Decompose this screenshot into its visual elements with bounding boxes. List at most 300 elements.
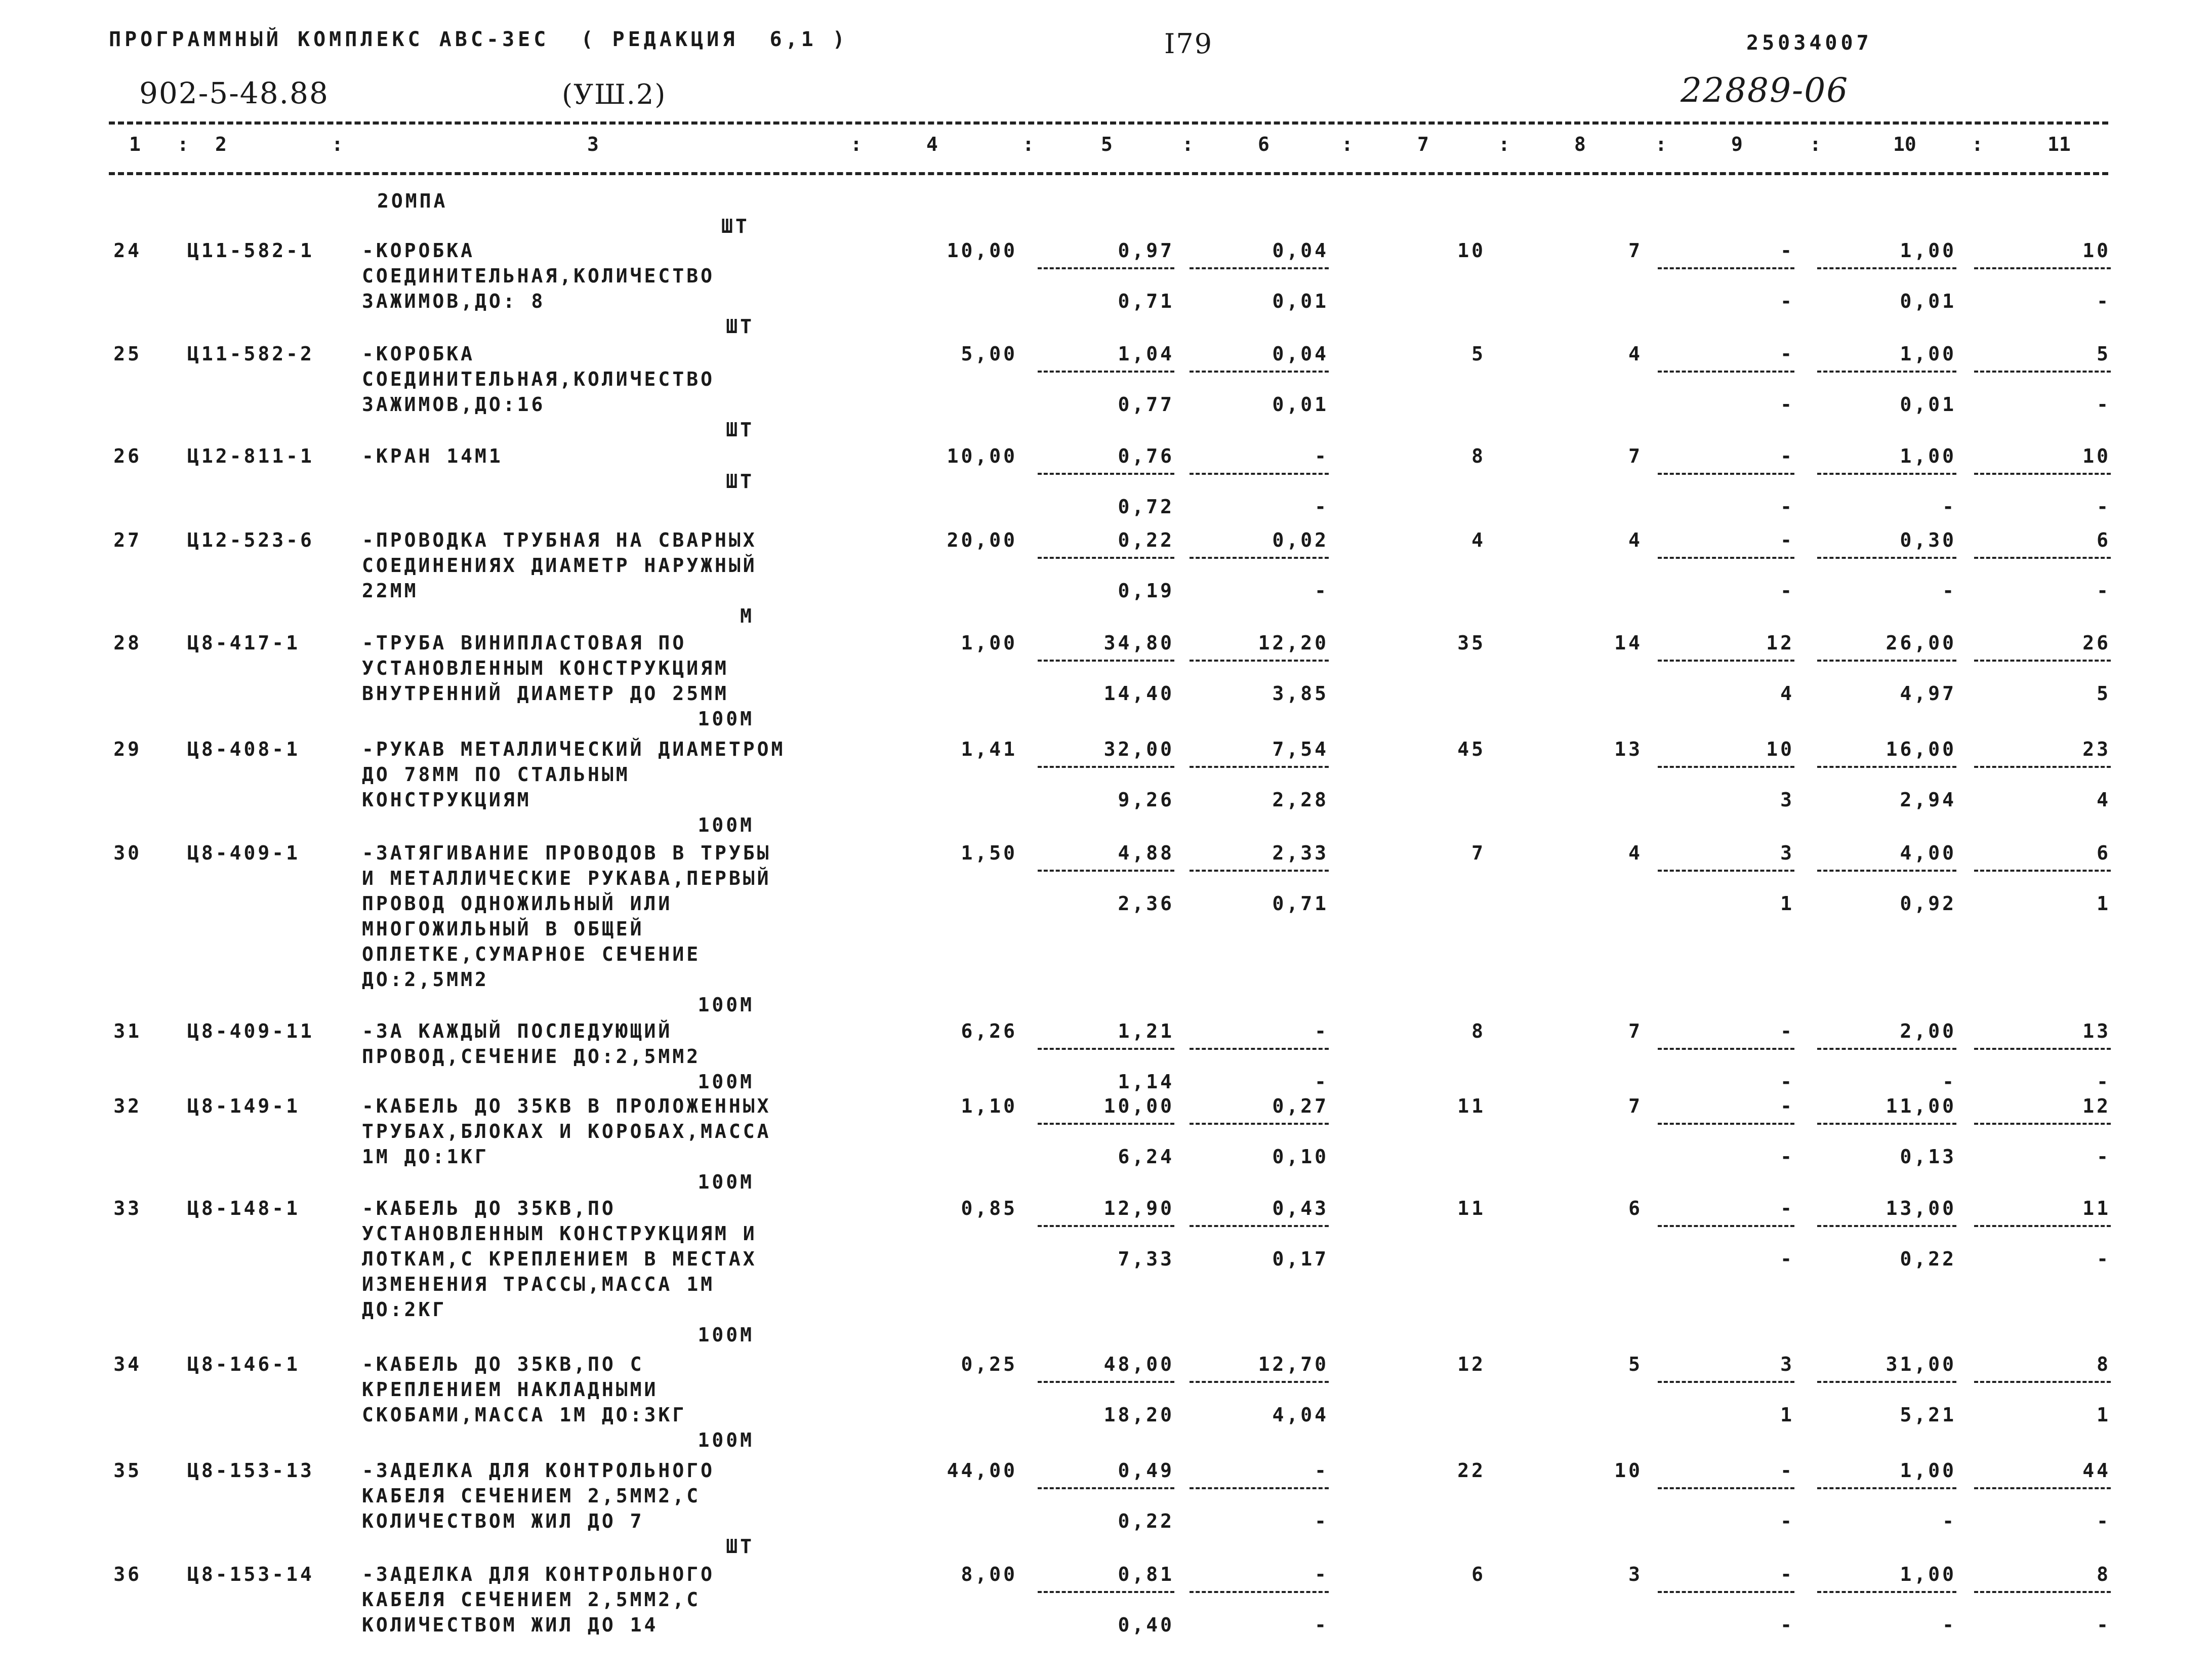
row-c9-bottom: - <box>1780 580 1794 602</box>
row-c6-top: - <box>1315 1563 1329 1585</box>
row-c5-bottom: 0,19 <box>1118 580 1174 602</box>
row-c7: 45 <box>1457 738 1486 760</box>
row-c10-top: 1,00 <box>1900 343 1956 365</box>
row-c7: 22 <box>1457 1459 1486 1482</box>
row-c8: 7 <box>1628 1095 1643 1117</box>
row-c5-bottom: 0,22 <box>1118 1510 1174 1532</box>
row-description-line: ИЗМЕНЕНИЯ ТРАССЫ,МАССА 1М <box>362 1273 715 1295</box>
row-c9-bottom: 1 <box>1780 892 1794 915</box>
row-number: 28 <box>113 632 142 654</box>
document-code: 25034007 <box>1746 31 1872 55</box>
row-code: Ц12-811-1 <box>187 445 314 467</box>
row-c9-top: - <box>1780 1563 1794 1585</box>
row-c11-top: 10 <box>2082 445 2111 467</box>
row-c11-bottom: - <box>2097 580 2111 602</box>
row-quantity: 10,00 <box>947 239 1017 262</box>
row-c10-bottom: - <box>1942 1071 1956 1093</box>
row-c6-top: 0,27 <box>1272 1095 1329 1117</box>
row-c5-bottom: 18,20 <box>1103 1404 1174 1426</box>
row-c6-bottom: 3,85 <box>1272 682 1329 705</box>
row-code: Ц11-582-2 <box>187 343 314 365</box>
row-c6-bottom: - <box>1315 1614 1329 1636</box>
row-c5-top: 32,00 <box>1103 738 1174 760</box>
value-divider <box>1974 1123 2111 1125</box>
value-divider <box>1817 660 1956 662</box>
row-number: 24 <box>113 239 142 262</box>
column-number-6: 6 <box>1258 133 1269 155</box>
row-c8: 4 <box>1628 343 1643 365</box>
row-c10-bottom: - <box>1942 496 1956 518</box>
row-c8: 4 <box>1628 842 1643 864</box>
row-unit: ШТ <box>726 1535 754 1558</box>
value-divider <box>1190 267 1329 269</box>
row-c11-bottom: 4 <box>2097 789 2111 811</box>
row-unit: М <box>740 605 754 627</box>
row-c7: 8 <box>1471 445 1486 467</box>
row-c5-top: 0,76 <box>1118 445 1174 467</box>
row-c11-top: 8 <box>2097 1563 2111 1585</box>
row-number: 29 <box>113 738 142 760</box>
row-description-line: МНОГОЖИЛЬНЫЙ В ОБЩЕЙ <box>362 918 644 940</box>
row-c7: 6 <box>1471 1563 1486 1585</box>
row-description-line: СКОБАМИ,МАССА 1М ДО:3КГ <box>362 1404 687 1426</box>
row-number: 34 <box>113 1353 142 1375</box>
row-description-line: -ЗАТЯГИВАНИЕ ПРОВОДОВ В ТРУБЫ <box>362 842 771 864</box>
header-rule-bottom <box>109 172 2108 175</box>
value-divider <box>1658 1123 1794 1125</box>
row-c5-top: 1,04 <box>1118 343 1174 365</box>
row-c9-bottom: 3 <box>1780 789 1794 811</box>
row-c9-bottom: - <box>1780 496 1794 518</box>
row-description-line: ТРУБАХ,БЛОКАХ И КОРОБАХ,МАССА <box>362 1120 771 1142</box>
row-c7: 11 <box>1457 1197 1486 1219</box>
value-divider <box>1038 1487 1174 1489</box>
row-c7: 8 <box>1471 1020 1486 1042</box>
column-number-5: 5 <box>1101 133 1113 155</box>
row-c6-top: 0,43 <box>1272 1197 1329 1219</box>
row-c6-top: 2,33 <box>1272 842 1329 864</box>
value-divider <box>1190 766 1329 768</box>
row-c10-top: 4,00 <box>1900 842 1956 864</box>
row-description-line: -ПРОВОДКА ТРУБНАЯ НА СВАРНЫХ <box>362 529 757 551</box>
row-c6-top: - <box>1315 445 1329 467</box>
row-c10-top: 26,00 <box>1886 632 1956 654</box>
row-number: 36 <box>113 1563 142 1585</box>
column-number-9: 9 <box>1731 133 1743 155</box>
row-c11-top: 44 <box>2082 1459 2111 1482</box>
column-separator: : <box>1182 133 1194 155</box>
row-code: Ц8-153-14 <box>187 1563 314 1585</box>
row-description-line: -КАБЕЛЬ ДО 35КВ,ПО С <box>362 1353 644 1375</box>
row-c10-bottom: 5,21 <box>1900 1404 1956 1426</box>
row-description-line: СОЕДИНЕНИЯХ ДИАМЕТР НАРУЖНЫЙ <box>362 554 757 577</box>
value-divider <box>1658 1487 1794 1489</box>
unit-label: ШТ <box>721 215 750 237</box>
column-number-4: 4 <box>926 133 938 155</box>
row-description-line: -ЗАДЕЛКА ДЛЯ КОНТРОЛЬНОГО <box>362 1563 715 1585</box>
value-divider <box>1658 1591 1794 1593</box>
row-c6-bottom: 2,28 <box>1272 789 1329 811</box>
value-divider <box>1817 766 1956 768</box>
column-separator: : <box>850 133 862 155</box>
row-quantity: 10,00 <box>947 445 1017 467</box>
row-code: Ц8-153-13 <box>187 1459 314 1482</box>
value-divider <box>1658 1381 1794 1383</box>
row-description-line: -КАБЕЛЬ ДО 35КВ,ПО <box>362 1197 616 1219</box>
value-divider <box>1974 766 2111 768</box>
row-description-line: -ТРУБА ВИНИПЛАСТОВАЯ ПО <box>362 632 687 654</box>
row-c7: 10 <box>1457 239 1486 262</box>
row-c10-top: 16,00 <box>1886 738 1956 760</box>
value-divider <box>1658 371 1794 373</box>
row-c11-top: 6 <box>2097 842 2111 864</box>
row-c6-top: 0,04 <box>1272 343 1329 365</box>
value-divider <box>1658 1225 1794 1227</box>
row-code: Ц12-523-6 <box>187 529 314 551</box>
row-c9-top: - <box>1780 1095 1794 1117</box>
row-c11-bottom: 5 <box>2097 682 2111 705</box>
row-description-line: -РУКАВ МЕТАЛЛИЧЕСКИЙ ДИАМЕТРОМ <box>362 738 786 760</box>
row-c10-bottom: 4,97 <box>1900 682 1956 705</box>
row-c11-bottom: 1 <box>2097 1404 2111 1426</box>
row-description-line: -ЗА КАЖДЫЙ ПОСЛЕДУЮЩИЙ <box>362 1020 673 1042</box>
row-number: 26 <box>113 445 142 467</box>
row-c11-bottom: - <box>2097 496 2111 518</box>
value-divider <box>1038 1123 1174 1125</box>
value-divider <box>1974 1381 2111 1383</box>
row-description-line: ПРОВОД,СЕЧЕНИЕ ДО:2,5ММ2 <box>362 1045 701 1068</box>
row-c10-bottom: - <box>1942 1614 1956 1636</box>
row-unit: ШТ <box>726 419 754 441</box>
value-divider <box>1974 1487 2111 1489</box>
row-c7: 4 <box>1471 529 1486 551</box>
row-quantity: 1,50 <box>961 842 1017 864</box>
row-c5-bottom: 2,36 <box>1118 892 1174 915</box>
value-divider <box>1190 473 1329 475</box>
row-c10-top: 11,00 <box>1886 1095 1956 1117</box>
doc-number: 902-5-48.88 <box>139 76 329 110</box>
column-number-8: 8 <box>1574 133 1586 155</box>
row-c5-top: 0,22 <box>1118 529 1174 551</box>
row-description-line: СОЕДИНИТЕЛЬНАЯ,КОЛИЧЕСТВО <box>362 368 715 390</box>
row-c5-top: 1,21 <box>1118 1020 1174 1042</box>
row-c9-top: - <box>1780 1459 1794 1482</box>
row-c5-top: 34,80 <box>1103 632 1174 654</box>
value-divider <box>1974 267 2111 269</box>
row-code: Ц8-146-1 <box>187 1353 301 1375</box>
row-c9-bottom: 1 <box>1780 1404 1794 1426</box>
row-c6-top: 12,70 <box>1258 1353 1329 1375</box>
row-c11-bottom: - <box>2097 1510 2111 1532</box>
row-c10-bottom: 0,22 <box>1900 1248 1956 1270</box>
row-c10-top: 1,00 <box>1900 1563 1956 1585</box>
row-c7: 35 <box>1457 632 1486 654</box>
row-c5-bottom: 0,72 <box>1118 496 1174 518</box>
column-separator: : <box>177 133 189 155</box>
row-c9-bottom: - <box>1780 1071 1794 1093</box>
row-description-line: КРЕПЛЕНИЕМ НАКЛАДНЫМИ <box>362 1378 659 1401</box>
row-description-line: КАБЕЛЯ СЕЧЕНИЕМ 2,5ММ2,С <box>362 1588 701 1611</box>
row-quantity: 6,26 <box>961 1020 1017 1042</box>
row-c11-bottom: - <box>2097 1248 2111 1270</box>
row-c6-bottom: 0,10 <box>1272 1146 1329 1168</box>
value-divider <box>1658 557 1794 559</box>
row-description-line: И МЕТАЛЛИЧЕСКИЕ РУКАВА,ПЕРВЫЙ <box>362 867 771 889</box>
column-separator: : <box>1972 133 1983 155</box>
value-divider <box>1190 557 1329 559</box>
value-divider <box>1817 1048 1956 1050</box>
row-c9-top: 3 <box>1780 842 1794 864</box>
row-description-line: УСТАНОВЛЕННЫМ КОНСТРУКЦИЯМ <box>362 657 729 679</box>
value-divider <box>1974 557 2111 559</box>
column-separator: : <box>1022 133 1034 155</box>
row-c8: 10 <box>1614 1459 1643 1482</box>
program-title: ПРОГРАММНЫЙ КОМПЛЕКС АВС-3ЕС ( РЕДАКЦИЯ 6,1 ) <box>109 28 848 51</box>
row-c10-top: 13,00 <box>1886 1197 1956 1219</box>
column-number-1: 1 <box>129 133 141 155</box>
row-c9-top: - <box>1780 445 1794 467</box>
row-c6-bottom: 0,71 <box>1272 892 1329 915</box>
value-divider <box>1190 1048 1329 1050</box>
row-c11-bottom: - <box>2097 1071 2111 1093</box>
value-divider <box>1038 557 1174 559</box>
row-c8: 3 <box>1628 1563 1643 1585</box>
row-code: Ц8-149-1 <box>187 1095 301 1117</box>
row-c11-top: 12 <box>2082 1095 2111 1117</box>
value-divider <box>1817 557 1956 559</box>
row-description-line: ДО 78ММ ПО СТАЛЬНЫМ <box>362 763 630 786</box>
column-number-2: 2 <box>215 133 227 155</box>
row-description-line: КОЛИЧЕСТВОМ ЖИЛ ДО 7 <box>362 1510 644 1532</box>
row-description-line: КОЛИЧЕСТВОМ ЖИЛ ДО 14 <box>362 1614 659 1636</box>
value-divider <box>1974 1591 2111 1593</box>
row-c6-bottom: 0,17 <box>1272 1248 1329 1270</box>
row-code: Ц8-417-1 <box>187 632 301 654</box>
value-divider <box>1038 1381 1174 1383</box>
column-number-3: 3 <box>587 133 599 155</box>
row-c8: 7 <box>1628 1020 1643 1042</box>
row-description-line: ДО:2,5ММ2 <box>362 968 489 991</box>
row-c6-bottom: 4,04 <box>1272 1404 1329 1426</box>
row-c11-bottom: - <box>2097 1614 2111 1636</box>
row-c7: 11 <box>1457 1095 1486 1117</box>
row-c11-bottom: 1 <box>2097 892 2111 915</box>
row-unit: 100М <box>698 1429 754 1451</box>
row-c9-top: - <box>1780 529 1794 551</box>
row-c11-bottom: - <box>2097 393 2111 416</box>
row-quantity: 1,10 <box>961 1095 1017 1117</box>
value-divider <box>1817 1591 1956 1593</box>
value-divider <box>1817 870 1956 872</box>
row-c11-top: 10 <box>2082 239 2111 262</box>
row-unit: 100М <box>698 994 754 1016</box>
row-c5-bottom: 1,14 <box>1118 1071 1174 1093</box>
value-divider <box>1817 473 1956 475</box>
value-divider <box>1817 1123 1956 1125</box>
row-c6-top: 12,20 <box>1258 632 1329 654</box>
row-c10-bottom: - <box>1942 1510 1956 1532</box>
value-divider <box>1658 473 1794 475</box>
row-c10-top: 1,00 <box>1900 239 1956 262</box>
value-divider <box>1817 1225 1956 1227</box>
row-c8: 7 <box>1628 445 1643 467</box>
row-description-line: -КАБЕЛЬ ДО 35КВ В ПРОЛОЖЕННЫХ <box>362 1095 771 1117</box>
row-c6-bottom: - <box>1315 496 1329 518</box>
value-divider <box>1038 870 1174 872</box>
row-quantity: 1,41 <box>961 738 1017 760</box>
row-unit: ШТ <box>726 470 754 493</box>
row-c6-top: 7,54 <box>1272 738 1329 760</box>
row-c6-top: - <box>1315 1020 1329 1042</box>
row-description-line: ПРОВОД ОДНОЖИЛЬНЫЙ ИЛИ <box>362 892 673 915</box>
value-divider <box>1658 267 1794 269</box>
value-divider <box>1038 371 1174 373</box>
column-separator: : <box>1498 133 1510 155</box>
value-divider <box>1038 1591 1174 1593</box>
row-c9-top: 12 <box>1766 632 1794 654</box>
row-quantity: 0,85 <box>961 1197 1017 1219</box>
row-code: Ц8-148-1 <box>187 1197 301 1219</box>
row-c10-bottom: 0,01 <box>1900 290 1956 312</box>
row-c9-bottom: 4 <box>1780 682 1794 705</box>
row-quantity: 44,00 <box>947 1459 1017 1482</box>
row-unit: 100М <box>698 1071 754 1093</box>
row-description-line: СОЕДИНИТЕЛЬНАЯ,КОЛИЧЕСТВО <box>362 265 715 287</box>
row-description-line: КАБЕЛЯ СЕЧЕНИЕМ 2,5ММ2,С <box>362 1485 701 1507</box>
row-c9-bottom: - <box>1780 1614 1794 1636</box>
row-c8: 13 <box>1614 738 1643 760</box>
row-c11-top: 23 <box>2082 738 2111 760</box>
row-description-line: -КРАН 14М1 <box>362 445 503 467</box>
row-c8: 4 <box>1628 529 1643 551</box>
row-c5-top: 4,88 <box>1118 842 1174 864</box>
row-c9-bottom: - <box>1780 1146 1794 1168</box>
value-divider <box>1038 660 1174 662</box>
row-code: Ц11-582-1 <box>187 239 314 262</box>
row-number: 27 <box>113 529 142 551</box>
row-c11-bottom: - <box>2097 1146 2111 1168</box>
row-description-line: ДО:2КГ <box>362 1298 447 1321</box>
value-divider <box>1658 870 1794 872</box>
row-c9-top: - <box>1780 343 1794 365</box>
row-c9-top: - <box>1780 239 1794 262</box>
row-description-line: -КОРОБКА <box>362 343 475 365</box>
row-c8: 7 <box>1628 239 1643 262</box>
row-number: 25 <box>113 343 142 365</box>
value-divider <box>1190 371 1329 373</box>
row-c5-top: 0,97 <box>1118 239 1174 262</box>
row-c7: 12 <box>1457 1353 1486 1375</box>
row-unit: 100М <box>698 814 754 836</box>
row-unit: 100М <box>698 708 754 730</box>
value-divider <box>1817 1487 1956 1489</box>
row-number: 35 <box>113 1459 142 1482</box>
value-divider <box>1190 1487 1329 1489</box>
value-divider <box>1038 1048 1174 1050</box>
row-c8: 5 <box>1628 1353 1643 1375</box>
value-divider <box>1974 371 2111 373</box>
value-divider <box>1974 870 2111 872</box>
row-c11-top: 6 <box>2097 529 2111 551</box>
row-c9-top: - <box>1780 1197 1794 1219</box>
row-c11-bottom: - <box>2097 290 2111 312</box>
row-c6-top: 0,02 <box>1272 529 1329 551</box>
value-divider <box>1658 1048 1794 1050</box>
row-c6-bottom: 0,01 <box>1272 393 1329 416</box>
row-c5-bottom: 0,77 <box>1118 393 1174 416</box>
row-c11-top: 8 <box>2097 1353 2111 1375</box>
value-divider <box>1190 870 1329 872</box>
row-c9-bottom: - <box>1780 393 1794 416</box>
row-c5-bottom: 0,40 <box>1118 1614 1174 1636</box>
page-number: I79 <box>1164 28 1213 60</box>
row-c6-bottom: 0,01 <box>1272 290 1329 312</box>
row-number: 32 <box>113 1095 142 1117</box>
row-description-line: ЛОТКАМ,С КРЕПЛЕНИЕМ В МЕСТАХ <box>362 1248 757 1270</box>
row-unit: 100М <box>698 1171 754 1193</box>
row-unit: 100М <box>698 1324 754 1346</box>
row-c9-bottom: - <box>1780 1510 1794 1532</box>
row-c10-bottom: 0,92 <box>1900 892 1956 915</box>
column-separator: : <box>1655 133 1667 155</box>
column-separator: : <box>1341 133 1353 155</box>
row-number: 30 <box>113 842 142 864</box>
row-c10-bottom: - <box>1942 580 1956 602</box>
row-quantity: 20,00 <box>947 529 1017 551</box>
inventory-number: 22889-06 <box>1681 71 1849 110</box>
row-c7: 5 <box>1471 343 1486 365</box>
row-c6-bottom: - <box>1315 1510 1329 1532</box>
row-c9-top: 3 <box>1780 1353 1794 1375</box>
value-divider <box>1190 1381 1329 1383</box>
row-c9-top: 10 <box>1766 738 1794 760</box>
row-c10-bottom: 0,13 <box>1900 1146 1956 1168</box>
row-c9-bottom: - <box>1780 290 1794 312</box>
row-c10-top: 1,00 <box>1900 445 1956 467</box>
row-c10-bottom: 0,01 <box>1900 393 1956 416</box>
row-c11-top: 11 <box>2082 1197 2111 1219</box>
row-quantity: 5,00 <box>961 343 1017 365</box>
value-divider <box>1817 1381 1956 1383</box>
row-c5-top: 12,90 <box>1103 1197 1174 1219</box>
row-c11-top: 26 <box>2082 632 2111 654</box>
row-c7: 7 <box>1471 842 1486 864</box>
row-c6-top: - <box>1315 1459 1329 1482</box>
value-divider <box>1974 473 2111 475</box>
row-c5-bottom: 7,33 <box>1118 1248 1174 1270</box>
row-c5-top: 0,81 <box>1118 1563 1174 1585</box>
column-separator: : <box>1810 133 1821 155</box>
row-number: 31 <box>113 1020 142 1042</box>
row-code: Ц8-409-11 <box>187 1020 314 1042</box>
value-divider <box>1190 660 1329 662</box>
row-c10-top: 31,00 <box>1886 1353 1956 1375</box>
row-c5-bottom: 9,26 <box>1118 789 1174 811</box>
row-description-line: ОПЛЕТКЕ,СУМАРНОЕ СЕЧЕНИЕ <box>362 943 701 965</box>
section-label: (УШ.2) <box>562 78 667 110</box>
row-c6-bottom: - <box>1315 580 1329 602</box>
row-quantity: 8,00 <box>961 1563 1017 1585</box>
value-divider <box>1190 1123 1329 1125</box>
value-divider <box>1038 473 1174 475</box>
row-c9-top: - <box>1780 1020 1794 1042</box>
row-description-line: -КОРОБКА <box>362 239 475 262</box>
row-description-line: КОНСТРУКЦИЯМ <box>362 789 531 811</box>
row-c11-top: 13 <box>2082 1020 2111 1042</box>
value-divider <box>1974 660 2111 662</box>
value-divider <box>1974 1048 2111 1050</box>
row-description-line: 1М ДО:1КГ <box>362 1146 489 1168</box>
